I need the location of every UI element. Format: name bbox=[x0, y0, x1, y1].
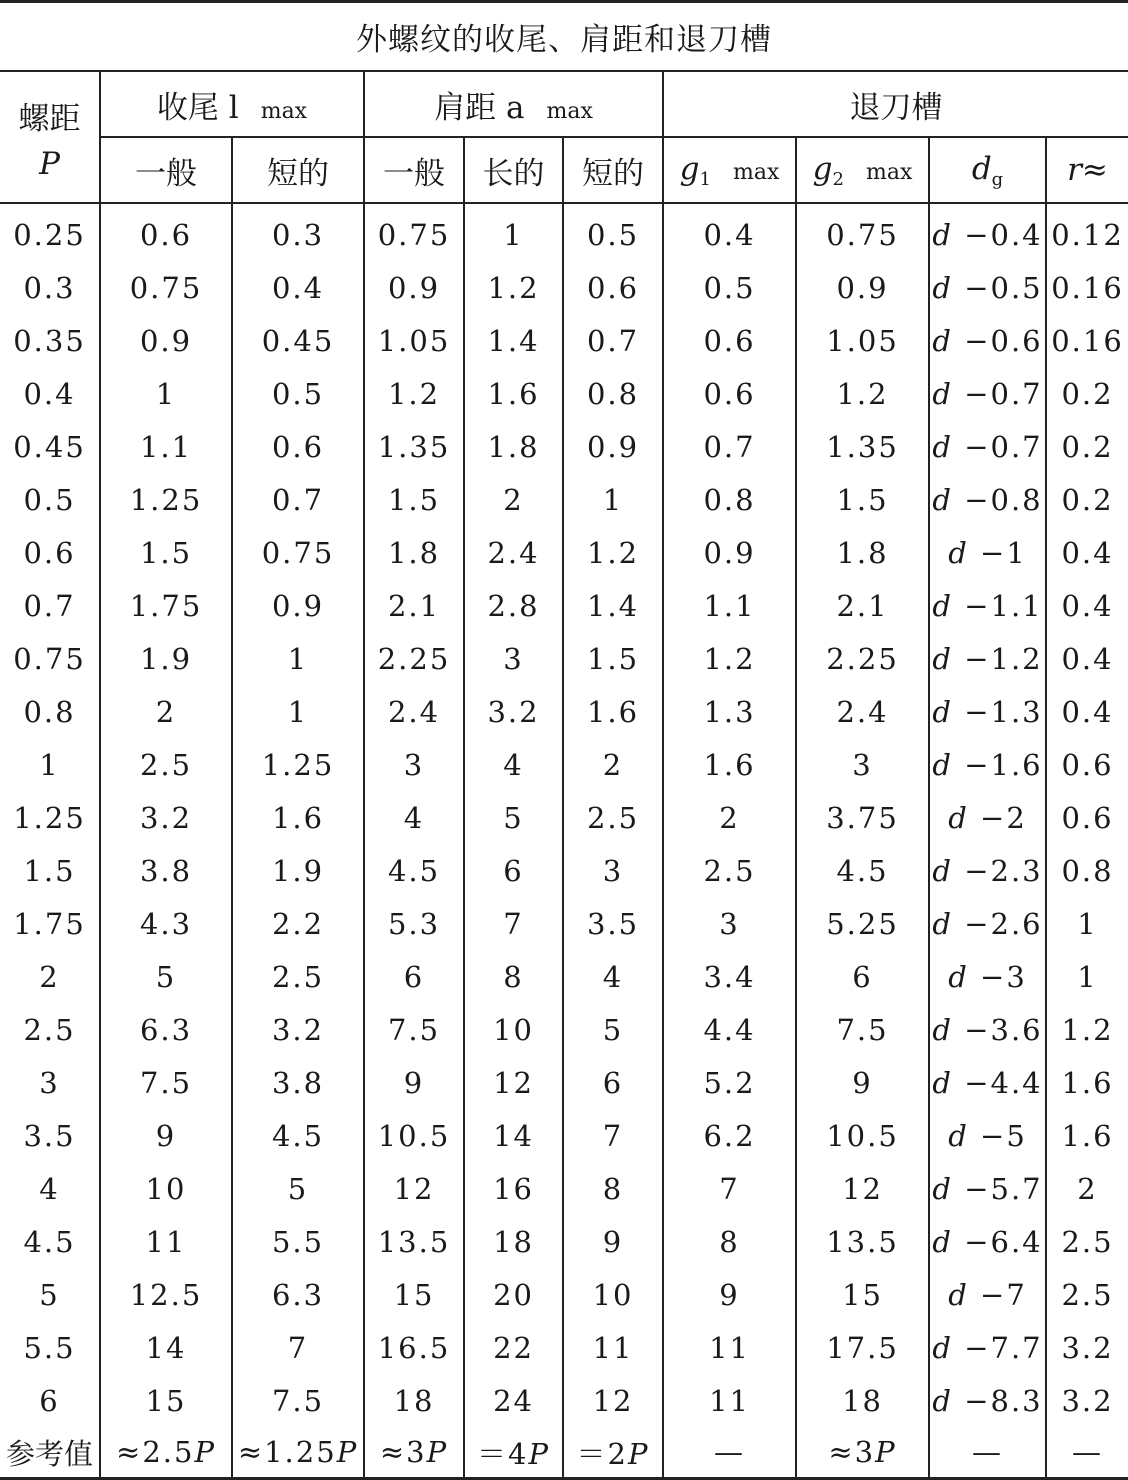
cell-tail-normal: 2 bbox=[100, 685, 232, 738]
cell-shoulder-normal: 1.05 bbox=[364, 314, 464, 367]
cell-shoulder-normal: 6 bbox=[364, 950, 464, 1003]
cell-r: 3.2 bbox=[1061, 1383, 1114, 1418]
table-row bbox=[0, 1268, 1128, 1321]
cell-shoulder-short: 11 bbox=[563, 1321, 663, 1374]
thread-spec-table bbox=[0, 70, 1128, 1480]
shoulder-short-header: 短的 bbox=[563, 137, 663, 203]
cell-tail-short: 5.5 bbox=[232, 1215, 364, 1268]
cell-g2: 1.05 bbox=[796, 314, 929, 367]
cell-g1: 11 bbox=[663, 1321, 796, 1374]
cell-shoulder-normal: 18 bbox=[364, 1374, 464, 1427]
shoulder-header bbox=[364, 71, 663, 137]
table-row bbox=[0, 420, 1128, 473]
cell-g2: 6 bbox=[796, 950, 929, 1003]
cell-shoulder-normal: 10.5 bbox=[364, 1109, 464, 1162]
cell-r: 0.2 bbox=[1061, 482, 1114, 517]
r-header: r≈ bbox=[1046, 137, 1128, 203]
cell-shoulder-short: 2 bbox=[563, 738, 663, 791]
cell-tail-short: 1.6 bbox=[232, 791, 364, 844]
cell-shoulder-normal: 9 bbox=[364, 1056, 464, 1109]
cell-shoulder-normal: 1.8 bbox=[364, 526, 464, 579]
cell-dg: d −6.4 bbox=[929, 1215, 1046, 1268]
cell-r: 0.2 bbox=[1061, 376, 1114, 411]
cell-shoulder-short: 2.5 bbox=[563, 791, 663, 844]
cell-g2: 7.5 bbox=[796, 1003, 929, 1056]
cell-g1: 1.3 bbox=[663, 685, 796, 738]
cell-tail-normal: 0.75 bbox=[100, 261, 232, 314]
cell-shoulder-long: 20 bbox=[464, 1268, 563, 1321]
pitch-header-symbol: P bbox=[39, 145, 60, 182]
ref-cell-pitch: 参考值 bbox=[0, 1427, 100, 1479]
cell-tail-normal: 9 bbox=[100, 1109, 232, 1162]
cell-tail-short: 0.4 bbox=[232, 261, 364, 314]
cell-shoulder-normal: 2.25 bbox=[364, 632, 464, 685]
cell-g1: 1.2 bbox=[663, 632, 796, 685]
cell-shoulder-short: 6 bbox=[563, 1056, 663, 1109]
table-row bbox=[0, 203, 1128, 261]
cell-shoulder-short: 0.6 bbox=[563, 261, 663, 314]
cell-pitch: 0.3 bbox=[0, 261, 100, 314]
dg-symbol: d bbox=[971, 150, 992, 187]
table-body bbox=[0, 203, 1128, 1479]
cell-g1: 0.9 bbox=[663, 526, 796, 579]
cell-dg: d −2 bbox=[929, 791, 1046, 844]
table-row bbox=[0, 897, 1128, 950]
pitch-header-label: 螺距 bbox=[18, 100, 81, 137]
table-row bbox=[0, 1374, 1128, 1427]
cell-r: 0.2 bbox=[1061, 429, 1114, 464]
dg-header bbox=[929, 137, 1046, 203]
shoulder-normal-header: 一般 bbox=[364, 137, 464, 203]
cell-tail-short: 0.6 bbox=[232, 420, 364, 473]
pitch-header bbox=[0, 71, 100, 203]
cell-tail-normal: 3.2 bbox=[100, 791, 232, 844]
ref-cell-g1: — bbox=[663, 1427, 796, 1479]
table-row bbox=[0, 632, 1128, 685]
cell-pitch: 4 bbox=[0, 1162, 100, 1215]
cell-pitch: 1.25 bbox=[0, 791, 100, 844]
cell-g2: 18 bbox=[796, 1374, 929, 1427]
cell-shoulder-short: 3.5 bbox=[563, 897, 663, 950]
cell-shoulder-long: 5 bbox=[464, 791, 563, 844]
cell-r: 2.5 bbox=[1061, 1277, 1114, 1312]
cell-shoulder-short: 0.9 bbox=[563, 420, 663, 473]
table-row bbox=[0, 1215, 1128, 1268]
cell-g2: 1.2 bbox=[796, 367, 929, 420]
cell-dg: d −8.3 bbox=[929, 1374, 1046, 1427]
cell-r: 0.12 bbox=[1051, 217, 1124, 252]
ref-cell-shoulder-short: ＝2P bbox=[563, 1427, 663, 1479]
cell-tail-short: 3.8 bbox=[232, 1056, 364, 1109]
table-title: 外螺纹的收尾、肩距和退刀槽 bbox=[0, 0, 1128, 70]
cell-tail-short: 0.7 bbox=[232, 473, 364, 526]
cell-pitch: 3.5 bbox=[0, 1109, 100, 1162]
cell-r: 2.5 bbox=[1061, 1224, 1114, 1259]
cell-g2: 2.1 bbox=[796, 579, 929, 632]
cell-shoulder-long: 24 bbox=[464, 1374, 563, 1427]
table-row bbox=[0, 367, 1128, 420]
cell-pitch: 6 bbox=[0, 1374, 100, 1427]
reference-row bbox=[0, 1427, 1128, 1479]
cell-g1: 4.4 bbox=[663, 1003, 796, 1056]
g1-symbol: g bbox=[679, 150, 700, 187]
cell-dg: d −0.7 bbox=[929, 420, 1046, 473]
cell-shoulder-long: 12 bbox=[464, 1056, 563, 1109]
cell-g2: 5.25 bbox=[796, 897, 929, 950]
cell-shoulder-normal: 1.5 bbox=[364, 473, 464, 526]
cell-g2: 15 bbox=[796, 1268, 929, 1321]
cell-shoulder-normal: 4.5 bbox=[364, 844, 464, 897]
cell-shoulder-long: 18 bbox=[464, 1215, 563, 1268]
cell-tail-normal: 7.5 bbox=[100, 1056, 232, 1109]
table-row bbox=[0, 1321, 1128, 1374]
table-row bbox=[0, 685, 1128, 738]
cell-shoulder-normal: 2.4 bbox=[364, 685, 464, 738]
shoulder-header-label: 肩距 a bbox=[434, 89, 525, 126]
cell-dg: d −1.3 bbox=[929, 685, 1046, 738]
cell-tail-short: 7 bbox=[232, 1321, 364, 1374]
cell-shoulder-long: 16 bbox=[464, 1162, 563, 1215]
cell-r: 1 bbox=[1077, 906, 1098, 941]
cell-tail-normal: 5 bbox=[100, 950, 232, 1003]
cell-tail-normal: 1.5 bbox=[100, 526, 232, 579]
cell-shoulder-short: 3 bbox=[563, 844, 663, 897]
cell-tail-normal: 1.9 bbox=[100, 632, 232, 685]
cell-r: 0.6 bbox=[1061, 747, 1114, 782]
ref-cell-g2: ≈3P bbox=[796, 1427, 929, 1479]
tail-short-header: 短的 bbox=[232, 137, 364, 203]
cell-g2: 9 bbox=[796, 1056, 929, 1109]
cell-tail-short: 2.5 bbox=[232, 950, 364, 1003]
cell-tail-short: 3.2 bbox=[232, 1003, 364, 1056]
cell-shoulder-normal: 2.1 bbox=[364, 579, 464, 632]
cell-dg: d −1.1 bbox=[929, 579, 1046, 632]
cell-g2: 2.25 bbox=[796, 632, 929, 685]
cell-g2: 2.4 bbox=[796, 685, 929, 738]
cell-dg: d −5 bbox=[929, 1109, 1046, 1162]
cell-pitch: 1.75 bbox=[0, 897, 100, 950]
cell-shoulder-short: 9 bbox=[563, 1215, 663, 1268]
cell-r: 0.4 bbox=[1061, 641, 1114, 676]
table-row bbox=[0, 473, 1128, 526]
cell-shoulder-long: 3 bbox=[464, 632, 563, 685]
ref-cell-tail-short: ≈1.25P bbox=[232, 1427, 364, 1479]
cell-dg: d −1.2 bbox=[929, 632, 1046, 685]
cell-r: 0.4 bbox=[1061, 588, 1114, 623]
cell-shoulder-short: 1.4 bbox=[563, 579, 663, 632]
cell-pitch: 2.5 bbox=[0, 1003, 100, 1056]
cell-g1: 11 bbox=[663, 1374, 796, 1427]
cell-g2: 17.5 bbox=[796, 1321, 929, 1374]
cell-g2: 4.5 bbox=[796, 844, 929, 897]
g1-subscript: 1 bbox=[699, 168, 711, 190]
g2-header bbox=[796, 137, 929, 203]
ref-cell-dg: — bbox=[929, 1427, 1046, 1479]
table-row bbox=[0, 950, 1128, 1003]
cell-pitch: 0.25 bbox=[0, 203, 100, 261]
cell-tail-short: 5 bbox=[232, 1162, 364, 1215]
cell-shoulder-short: 4 bbox=[563, 950, 663, 1003]
cell-g1: 2.5 bbox=[663, 844, 796, 897]
dg-subscript: g bbox=[991, 168, 1004, 190]
ref-cell-r: — bbox=[1072, 1435, 1104, 1469]
cell-g1: 3 bbox=[663, 897, 796, 950]
cell-tail-normal: 11 bbox=[100, 1215, 232, 1268]
cell-shoulder-short: 8 bbox=[563, 1162, 663, 1215]
cell-g1: 1.1 bbox=[663, 579, 796, 632]
cell-tail-normal: 0.9 bbox=[100, 314, 232, 367]
cell-g1: 1.6 bbox=[663, 738, 796, 791]
cell-shoulder-normal: 1.35 bbox=[364, 420, 464, 473]
cell-r: 0.8 bbox=[1061, 853, 1114, 888]
cell-tail-normal: 0.6 bbox=[100, 203, 232, 261]
g2-symbol: g bbox=[812, 150, 833, 187]
cell-tail-normal: 2.5 bbox=[100, 738, 232, 791]
tail-normal-header: 一般 bbox=[100, 137, 232, 203]
cell-tail-normal: 4.3 bbox=[100, 897, 232, 950]
cell-shoulder-long: 14 bbox=[464, 1109, 563, 1162]
tail-header-max: max bbox=[260, 98, 308, 124]
ref-cell-shoulder-long: ＝4P bbox=[464, 1427, 563, 1479]
cell-tail-short: 1.9 bbox=[232, 844, 364, 897]
table-row bbox=[0, 791, 1128, 844]
cell-shoulder-short: 1.6 bbox=[563, 685, 663, 738]
cell-g1: 9 bbox=[663, 1268, 796, 1321]
cell-r: 2 bbox=[1077, 1171, 1098, 1206]
cell-shoulder-long: 1.8 bbox=[464, 420, 563, 473]
cell-shoulder-normal: 0.75 bbox=[364, 203, 464, 261]
cell-pitch: 0.8 bbox=[0, 685, 100, 738]
table-row bbox=[0, 844, 1128, 897]
cell-shoulder-short: 10 bbox=[563, 1268, 663, 1321]
cell-r: 0.4 bbox=[1061, 694, 1114, 729]
cell-pitch: 4.5 bbox=[0, 1215, 100, 1268]
cell-dg: d −0.4 bbox=[929, 203, 1046, 261]
ref-cell-shoulder-normal: ≈3P bbox=[364, 1427, 464, 1479]
cell-g1: 0.7 bbox=[663, 420, 796, 473]
cell-shoulder-long: 1.4 bbox=[464, 314, 563, 367]
cell-shoulder-long: 6 bbox=[464, 844, 563, 897]
cell-tail-normal: 1.25 bbox=[100, 473, 232, 526]
cell-r: 0.4 bbox=[1061, 535, 1114, 570]
cell-r: 1.6 bbox=[1061, 1065, 1114, 1100]
table-row bbox=[0, 261, 1128, 314]
cell-g1: 7 bbox=[663, 1162, 796, 1215]
cell-tail-short: 1.25 bbox=[232, 738, 364, 791]
cell-dg: d −1 bbox=[929, 526, 1046, 579]
shoulder-long-header: 长的 bbox=[464, 137, 563, 203]
cell-dg: d −7 bbox=[929, 1268, 1046, 1321]
cell-shoulder-long: 22 bbox=[464, 1321, 563, 1374]
cell-shoulder-normal: 16.5 bbox=[364, 1321, 464, 1374]
cell-tail-short: 0.3 bbox=[232, 203, 364, 261]
cell-dg: d −5.7 bbox=[929, 1162, 1046, 1215]
cell-dg: d −3.6 bbox=[929, 1003, 1046, 1056]
cell-shoulder-long: 8 bbox=[464, 950, 563, 1003]
cell-g1: 0.8 bbox=[663, 473, 796, 526]
cell-pitch: 0.75 bbox=[0, 632, 100, 685]
cell-shoulder-short: 1.2 bbox=[563, 526, 663, 579]
table-row bbox=[0, 1162, 1128, 1215]
cell-tail-short: 7.5 bbox=[232, 1374, 364, 1427]
cell-g1: 5.2 bbox=[663, 1056, 796, 1109]
g1-max: max bbox=[732, 159, 780, 185]
cell-pitch: 0.7 bbox=[0, 579, 100, 632]
cell-dg: d −1.6 bbox=[929, 738, 1046, 791]
cell-pitch: 5 bbox=[0, 1268, 100, 1321]
cell-pitch: 0.5 bbox=[0, 473, 100, 526]
cell-tail-normal: 1.1 bbox=[100, 420, 232, 473]
cell-g2: 13.5 bbox=[796, 1215, 929, 1268]
cell-tail-normal: 12.5 bbox=[100, 1268, 232, 1321]
cell-tail-normal: 3.8 bbox=[100, 844, 232, 897]
table-row bbox=[0, 1109, 1128, 1162]
cell-shoulder-short: 1 bbox=[563, 473, 663, 526]
cell-g2: 1.8 bbox=[796, 526, 929, 579]
cell-dg: d −4.4 bbox=[929, 1056, 1046, 1109]
cell-shoulder-long: 1.2 bbox=[464, 261, 563, 314]
cell-g1: 3.4 bbox=[663, 950, 796, 1003]
cell-g2: 12 bbox=[796, 1162, 929, 1215]
cell-dg: d −0.7 bbox=[929, 367, 1046, 420]
cell-pitch: 0.45 bbox=[0, 420, 100, 473]
cell-r: 1.2 bbox=[1061, 1012, 1114, 1047]
g2-subscript: 2 bbox=[832, 168, 844, 190]
cell-tail-normal: 1 bbox=[100, 367, 232, 420]
cell-tail-short: 0.75 bbox=[232, 526, 364, 579]
cell-shoulder-long: 7 bbox=[464, 897, 563, 950]
cell-tail-short: 4.5 bbox=[232, 1109, 364, 1162]
cell-g1: 2 bbox=[663, 791, 796, 844]
cell-tail-short: 0.5 bbox=[232, 367, 364, 420]
g1-header bbox=[663, 137, 796, 203]
cell-r: 1.6 bbox=[1061, 1118, 1114, 1153]
table-row bbox=[0, 526, 1128, 579]
cell-shoulder-normal: 5.3 bbox=[364, 897, 464, 950]
cell-g1: 6.2 bbox=[663, 1109, 796, 1162]
table-row bbox=[0, 314, 1128, 367]
tail-header-label: 收尾 l bbox=[156, 89, 239, 126]
cell-g2: 10.5 bbox=[796, 1109, 929, 1162]
cell-g1: 8 bbox=[663, 1215, 796, 1268]
cell-g2: 3 bbox=[796, 738, 929, 791]
cell-g1: 0.6 bbox=[663, 367, 796, 420]
cell-shoulder-long: 3.2 bbox=[464, 685, 563, 738]
cell-shoulder-normal: 1.2 bbox=[364, 367, 464, 420]
cell-g1: 0.6 bbox=[663, 314, 796, 367]
table-row bbox=[0, 579, 1128, 632]
cell-pitch: 1.5 bbox=[0, 844, 100, 897]
cell-pitch: 3 bbox=[0, 1056, 100, 1109]
cell-dg: d −7.7 bbox=[929, 1321, 1046, 1374]
cell-tail-normal: 6.3 bbox=[100, 1003, 232, 1056]
cell-g2: 1.35 bbox=[796, 420, 929, 473]
cell-r: 0.16 bbox=[1051, 270, 1124, 305]
cell-dg: d −0.8 bbox=[929, 473, 1046, 526]
cell-dg: d −2.6 bbox=[929, 897, 1046, 950]
cell-dg: d −2.3 bbox=[929, 844, 1046, 897]
cell-tail-short: 0.45 bbox=[232, 314, 364, 367]
shoulder-header-max: max bbox=[546, 98, 593, 124]
cell-pitch: 0.6 bbox=[0, 526, 100, 579]
cell-tail-normal: 15 bbox=[100, 1374, 232, 1427]
cell-shoulder-normal: 7.5 bbox=[364, 1003, 464, 1056]
cell-shoulder-normal: 12 bbox=[364, 1162, 464, 1215]
cell-shoulder-long: 2 bbox=[464, 473, 563, 526]
g2-max: max bbox=[865, 159, 913, 185]
cell-r: 0.6 bbox=[1061, 800, 1114, 835]
cell-dg: d −0.6 bbox=[929, 314, 1046, 367]
cell-shoulder-normal: 4 bbox=[364, 791, 464, 844]
cell-g1: 0.5 bbox=[663, 261, 796, 314]
cell-r: 3.2 bbox=[1061, 1330, 1114, 1365]
cell-tail-normal: 14 bbox=[100, 1321, 232, 1374]
cell-shoulder-normal: 15 bbox=[364, 1268, 464, 1321]
cell-shoulder-short: 0.5 bbox=[563, 203, 663, 261]
cell-shoulder-long: 1 bbox=[464, 203, 563, 261]
table-row bbox=[0, 1003, 1128, 1056]
cell-shoulder-long: 4 bbox=[464, 738, 563, 791]
cell-tail-normal: 1.75 bbox=[100, 579, 232, 632]
cell-shoulder-short: 0.7 bbox=[563, 314, 663, 367]
cell-dg: d −3 bbox=[929, 950, 1046, 1003]
cell-g1: 0.4 bbox=[663, 203, 796, 261]
cell-shoulder-long: 2.4 bbox=[464, 526, 563, 579]
ref-cell-tail-normal: ≈2.5P bbox=[100, 1427, 232, 1479]
cell-shoulder-short: 5 bbox=[563, 1003, 663, 1056]
cell-shoulder-short: 1.5 bbox=[563, 632, 663, 685]
cell-shoulder-normal: 3 bbox=[364, 738, 464, 791]
cell-pitch: 0.35 bbox=[0, 314, 100, 367]
cell-shoulder-normal: 0.9 bbox=[364, 261, 464, 314]
table-row bbox=[0, 738, 1128, 791]
cell-g2: 3.75 bbox=[796, 791, 929, 844]
cell-shoulder-long: 10 bbox=[464, 1003, 563, 1056]
cell-shoulder-short: 7 bbox=[563, 1109, 663, 1162]
cell-pitch: 1 bbox=[0, 738, 100, 791]
cell-shoulder-short: 12 bbox=[563, 1374, 663, 1427]
cell-g2: 0.9 bbox=[796, 261, 929, 314]
tail-header bbox=[100, 71, 364, 137]
cell-shoulder-long: 1.6 bbox=[464, 367, 563, 420]
cell-tail-normal: 10 bbox=[100, 1162, 232, 1215]
groove-header: 退刀槽 bbox=[663, 71, 1128, 137]
cell-g2: 0.75 bbox=[796, 203, 929, 261]
cell-tail-short: 0.9 bbox=[232, 579, 364, 632]
cell-shoulder-long: 2.8 bbox=[464, 579, 563, 632]
cell-r: 1 bbox=[1077, 959, 1098, 994]
cell-dg: d −0.5 bbox=[929, 261, 1046, 314]
cell-tail-short: 1 bbox=[232, 632, 364, 685]
cell-shoulder-short: 0.8 bbox=[563, 367, 663, 420]
cell-tail-short: 2.2 bbox=[232, 897, 364, 950]
cell-g2: 1.5 bbox=[796, 473, 929, 526]
cell-r: 0.16 bbox=[1051, 323, 1124, 358]
cell-shoulder-normal: 13.5 bbox=[364, 1215, 464, 1268]
cell-tail-short: 1 bbox=[232, 685, 364, 738]
cell-tail-short: 6.3 bbox=[232, 1268, 364, 1321]
cell-pitch: 5.5 bbox=[0, 1321, 100, 1374]
cell-pitch: 2 bbox=[0, 950, 100, 1003]
cell-pitch: 0.4 bbox=[0, 367, 100, 420]
table-row bbox=[0, 1056, 1128, 1109]
